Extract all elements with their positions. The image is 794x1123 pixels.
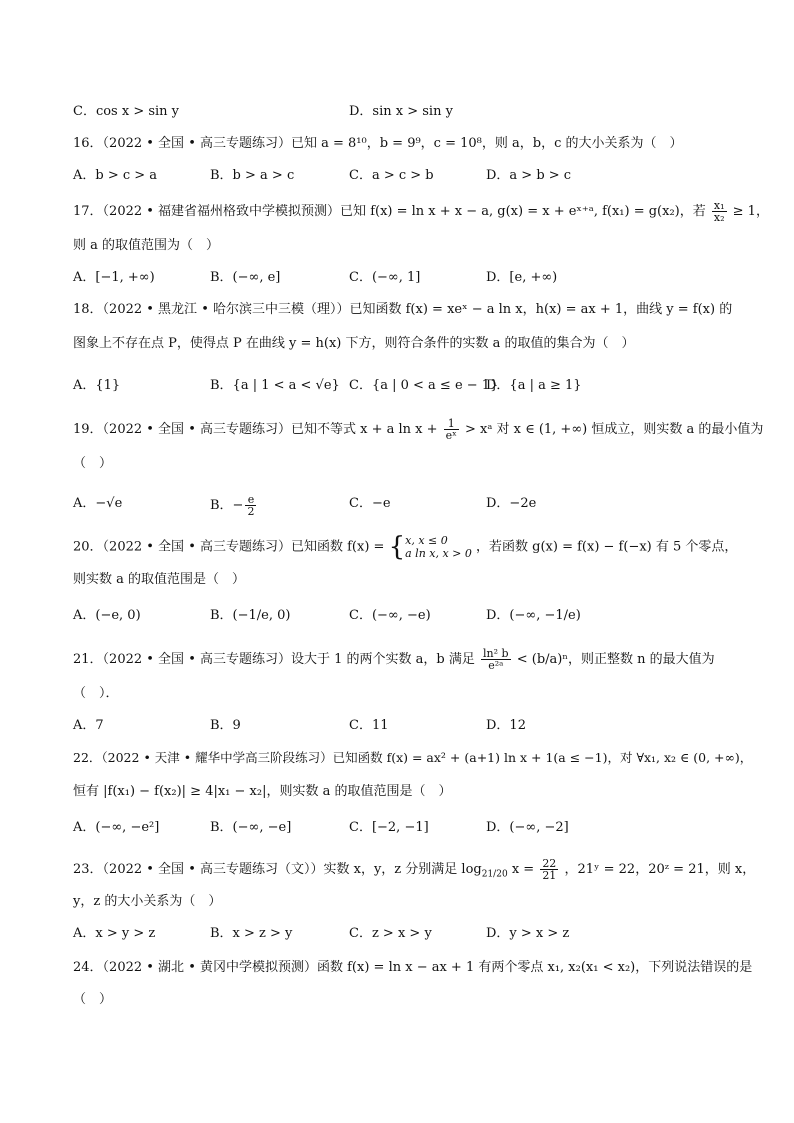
q17-options [73,268,733,288]
q22-option-d: D．(−∞, −2] [486,820,569,835]
q21-stem-b: < (b/a)ⁿ，则正整数 n 的最大值为 [516,652,715,667]
q16-option-d: D．a > b > c [486,168,572,183]
q16-option-c: C．a > c > b [349,168,434,183]
q20-option-a: A．(−e, 0) [73,608,141,623]
q16-options [73,166,733,186]
q24-stem-line1: 24．（2022 • 湖北 • 黄冈中学模拟预测）函数 f(x) = ln x − ax + 1 有两个零点 x₁, x₂(x₁ < x₂)，下列说法错误的是 [73,960,753,975]
q19-option-a: A．−√e [73,496,123,511]
q20-stem-b: ，若函数 g(x) = f(x) − f(−x) 有 5 个零点， [476,539,738,555]
q17-fraction-numerator: x₁ [713,199,725,212]
q24-stem-line2: （ ） [73,992,113,1007]
q23-options [73,924,733,944]
q16-option-a: A．b > c > a [73,168,158,183]
q21-fraction [481,648,511,671]
q15-option-d: D．sin x > sin y [349,104,453,119]
q21-option-b: B．9 [210,718,241,733]
q20-option-b: B．(−1/e, 0) [210,608,291,623]
q20-cases [405,534,472,560]
q21-fraction-denominator: e²ᵃ [488,659,504,672]
q20-brace: { [388,532,406,562]
q17-stem-line2: 则 a 的取值范围为（ ） [73,238,220,253]
q23-stem-line2: y，z 的大小关系为（ ） [73,894,222,909]
q20-stem-line1 [73,532,738,562]
q23-fraction-numerator: 22 [542,857,557,870]
q21-stem-a: 21．（2022 • 全国 • 高三专题练习）设大于 1 的两个实数 a，b 满足 [73,652,475,667]
q18-option-b: B．{a | 1 < a < √e} [210,378,340,393]
q23-option-c: C．z > x > y [349,926,432,941]
q20-case-1: x, x ≤ 0 [405,534,448,547]
q20-case-2: a ln x, x > 0 [405,547,472,560]
q22-option-c: C．[−2, −1] [349,820,429,835]
q17-option-d: D．[e, +∞) [486,270,558,285]
q23-option-d: D．y > x > z [486,926,570,941]
q19-fraction-denominator: eˣ [445,429,457,442]
q15-option-c: C．cos x > sin y [73,104,180,119]
q16-option-b: B．b > a > c [210,168,295,183]
q22-options [73,818,733,838]
q17-fraction-denominator: x₂ [713,211,725,224]
q21-option-d: D．12 [486,718,526,733]
q21-option-a: A．7 [73,718,104,733]
q17-option-a: A．[−1, +∞) [73,270,155,285]
q19-fraction-numerator: 1 [444,418,459,430]
q23-fraction [540,858,558,881]
q17-stem-line1 [73,199,769,224]
q22-option-b: B．(−∞, −e] [210,820,292,835]
q23-fraction-denominator: 21 [542,869,557,882]
q20-options [73,606,733,626]
q18-option-c: C．{a | 0 < a ≤ e − 1} [349,378,499,393]
q22-option-a: A．(−∞, −e²] [73,820,160,835]
q23-stem-b: x = [511,862,535,877]
q23-log-base: 21/20 [481,869,508,880]
q19-stem-line1 [73,417,764,442]
q19-stem-line2: （ ） [73,456,113,471]
q21-stem-line1 [73,648,733,671]
q20-stem-line2: 则实数 a 的取值范围是（ ） [73,572,246,587]
q20-option-c: C．(−∞, −e) [349,608,431,623]
q18-option-a: A．{1} [73,378,121,393]
q19-option-b-denominator: 2 [247,505,255,518]
q21-fraction-numerator: ln² b [483,647,509,660]
q19-option-b [210,494,258,517]
q17-option-c: C．(−∞, 1] [349,270,421,285]
q21-option-c: C．11 [349,718,389,733]
q19-stem-b: > xᵃ 对 x ∈ (1, +∞) 恒成立，则实数 a 的最小值为 [464,422,764,437]
q19-option-d: D．−2e [486,496,537,511]
q21-options [73,716,733,736]
q19-option-b-fraction [245,494,256,517]
q17-option-b: B．(−∞, e] [210,270,281,285]
q21-stem-line2: （ ）． [73,686,119,701]
q22-stem-line2: 恒有 |f(x₁) − f(x₂)| ≥ 4|x₁ − x₂|，则实数 a 的取值范围是（ ） [73,784,452,799]
q23-option-a: A．x > y > z [73,926,156,941]
q23-option-b: B．x > z > y [210,926,293,941]
q16-stem: 16．（2022 • 全国 • 高三专题练习）已知 a = 8¹⁰，b = 9⁹，c = 10⁸，则 a，b，c 的大小关系为（ ） [73,136,683,151]
q17-fraction [712,200,727,223]
q17-stem: 17．（2022 • 福建省福州格致中学模拟预测）已知 f(x) = ln x + x − a, g(x) = x + eˣ⁺ᵃ, f(x₁) = g(x₂)，若 [73,204,706,219]
q19-option-c: C．−e [349,496,391,511]
q22-stem-line1: 22．（2022 • 天津 • 耀华中学高三阶段练习）已知函数 f(x) = ax² + (a+1) ln x + 1(a ≤ −1)，对 ∀x₁, x₂ ∈ (0, +∞)， [73,750,753,765]
q19-fraction [444,418,459,441]
q19-stem-a: 19．（2022 • 全国 • 高三专题练习）已知不等式 x + a ln x + [73,422,438,437]
q19-option-b-prefix: B．− [210,498,244,513]
q18-stem-line2: 图象上不存在点 P，使得点 P 在曲线 y = h(x) 下方，则符合条件的实数 a 的取值的集合为（ ） [73,336,635,351]
q18-stem-line1: 18．（2022 • 黑龙江 • 哈尔滨三中三模（理））已知函数 f(x) = xeˣ − a ln x，h(x) = ax + 1，曲线 y = f(x) 的 [73,302,733,317]
q23-stem-c: ，21ʸ = 22，20ᶻ = 21，则 x， [564,862,756,877]
q23-stem-line1 [73,857,756,885]
q19-options [73,493,733,518]
q18-option-d: D．{a | a ≥ 1} [486,378,582,393]
q20-option-d: D．(−∞, −1/e) [486,608,581,623]
q17-stem-tail: ≥ 1， [732,204,769,219]
q23-stem-a: 23．（2022 • 全国 • 高三专题练习（文））实数 x，y，z 分别满足 log [73,862,482,877]
q18-options [73,376,733,396]
q19-option-b-numerator: e [245,494,256,506]
q20-stem-a: 20．（2022 • 全国 • 高三专题练习）已知函数 f(x) = [73,539,385,555]
q15-options [73,102,733,122]
